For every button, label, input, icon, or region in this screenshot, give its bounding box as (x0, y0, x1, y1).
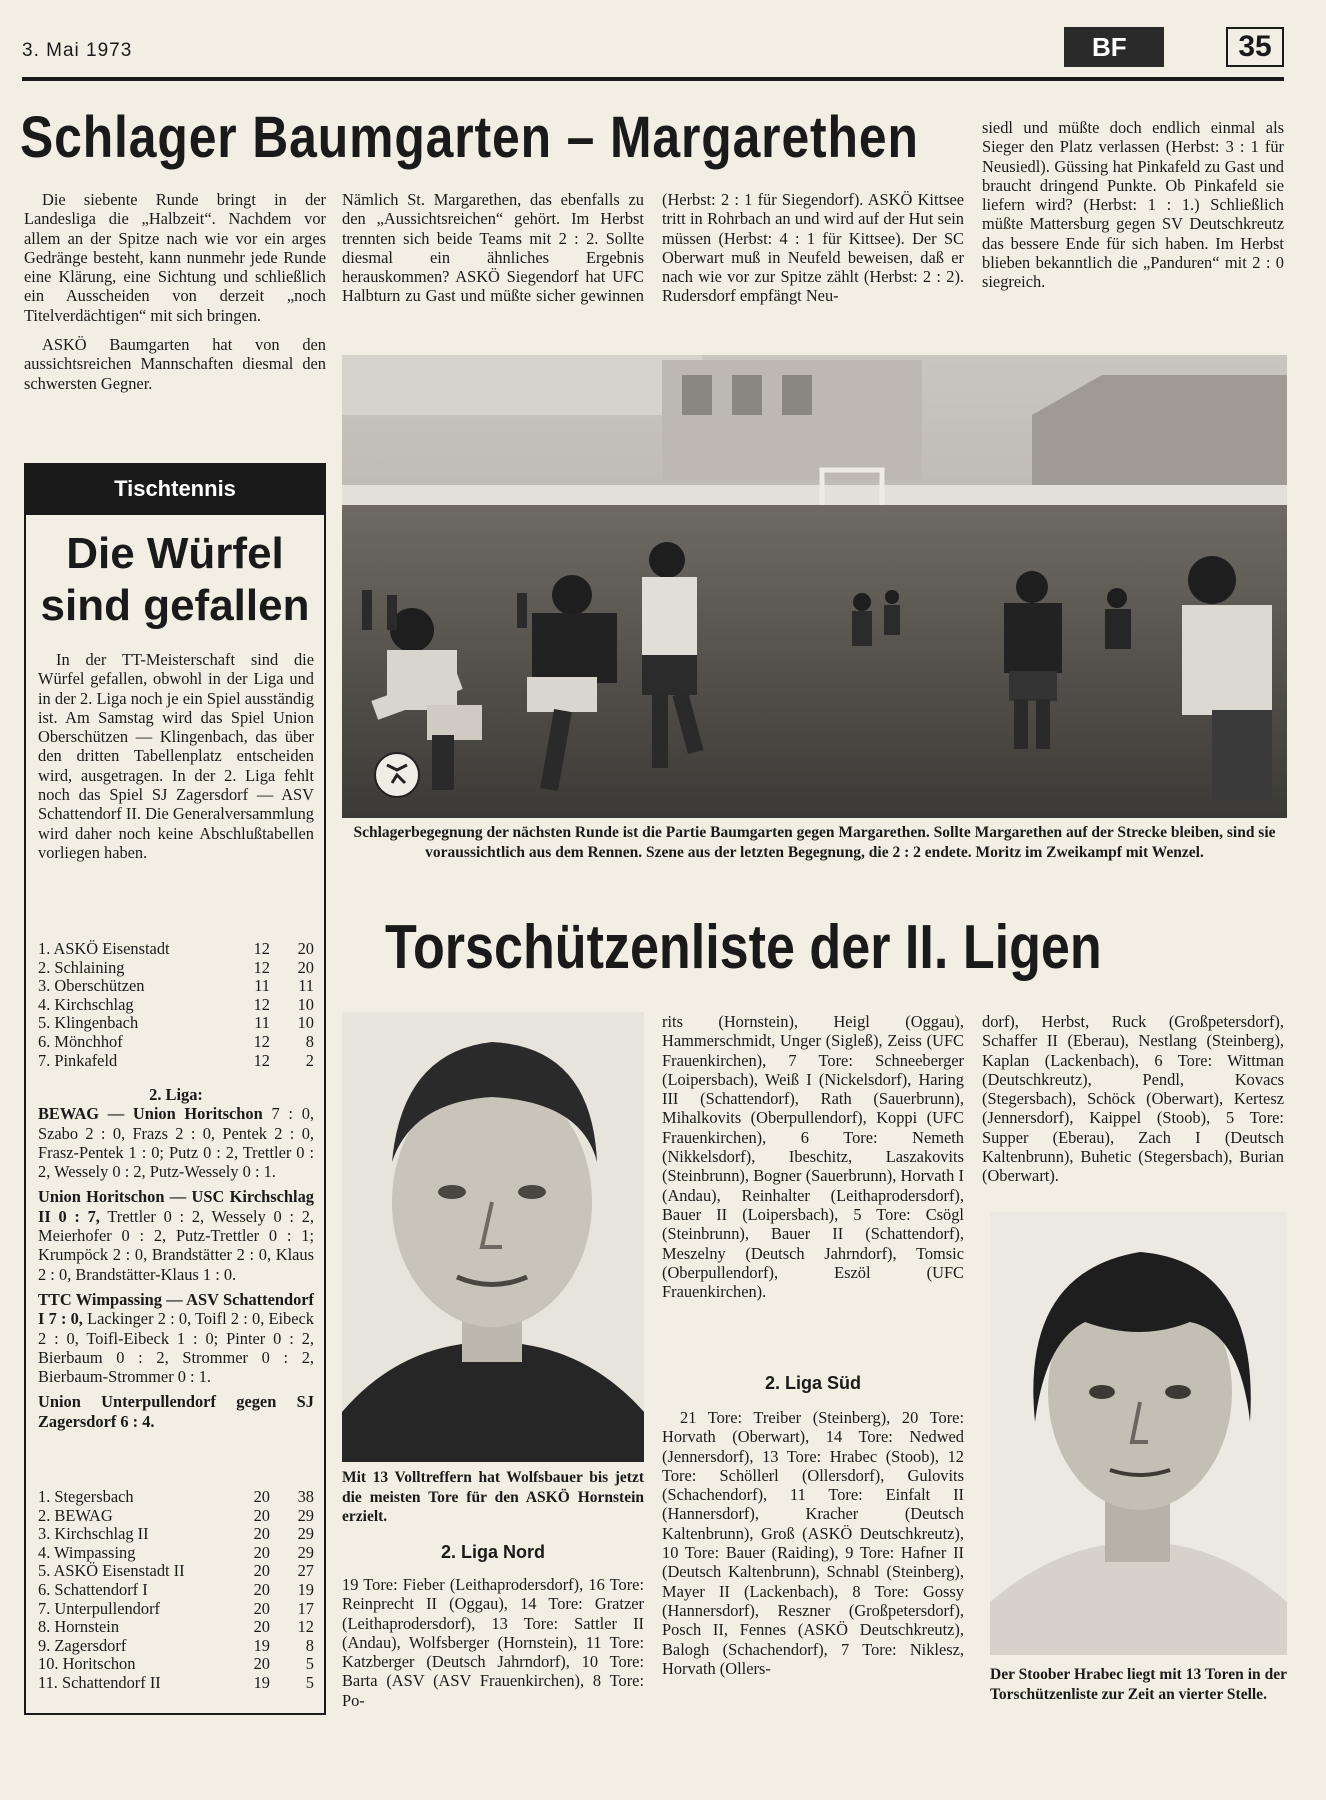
section-label: BF (1064, 27, 1164, 67)
table-row (38, 1600, 314, 1619)
table-row (38, 1507, 314, 1526)
team-name: 7. Unterpullendorf (38, 1598, 160, 1618)
liga2-heading: 2. Liga: (149, 1085, 203, 1104)
match-result: Lackinger 2 : 0, Toifl 2 : 0, Eibeck 2 : 0, Toifl-Eibeck 1 : 0; Pinter 0 : 2, Bierbaum 0 : 2, Strommer 0 : 2, Bierbaum-Strommer 0 : 1. (38, 1309, 314, 1387)
points: 19 (297, 1579, 314, 1599)
team-name: 9. Zagersdorf (38, 1635, 127, 1655)
team-name: 1. Stegersbach (38, 1487, 134, 1506)
table-row (38, 1655, 314, 1674)
article-paragraph: siedl und müßte doch endlich einmal als Sieger den Platz verlassen (Herbst: 3 : 1 für Neusiedl). Güssing hat Pinkafeld zu Gast und braucht dringend Punkte. Ob Pinkafeld sie liefern wird? (Herbst: 1 : 1.) Schließlich müßte Mattersburg gegen SV Deutschkreutz das bessere Ende für sich haben. Im Herbst blieben bekanntlich die „Panduren“ mit 2 : 0 siegreich. (982, 118, 1284, 292)
team-name: 11. Schattendorf II (38, 1672, 161, 1692)
games-played: 20 (253, 1598, 270, 1618)
games-played: 20 (253, 1505, 270, 1525)
football-match-illustration (342, 355, 1287, 818)
team-name: 8. Hornstein (38, 1617, 120, 1637)
games-played: 20 (253, 1617, 270, 1637)
team-name: 4. Wimpassing (38, 1542, 136, 1562)
liga-nord-list (342, 1575, 644, 1710)
team-name: 6. Schattendorf I (38, 1579, 148, 1599)
points: 20 (297, 957, 314, 977)
table-row (38, 996, 314, 1015)
article-headline: Schlager Baumgarten – Margarethen (20, 105, 919, 170)
table-row (38, 1618, 314, 1637)
portrait-illustration (342, 1012, 644, 1462)
team-name: 3. Oberschützen (38, 976, 145, 996)
team-name: 4. Kirchschlag (38, 994, 134, 1014)
team-name: 2. BEWAG (38, 1505, 113, 1525)
table-row (38, 1544, 314, 1563)
liga-nord-heading: 2. Liga Nord (440, 1542, 545, 1562)
league-table-1 (38, 940, 314, 1070)
scorer-list: 21 Tore: Treiber (Steinberg), 20 Tore: Horvath (Oberwart), 14 Tore: Nedwed (Jennersdorf), 13 Tore: Hrabec (Stoob), 12 Tore: Schöllerl (Ollersdorf), Gulovits (Schachendorf), 11 Tore: Einfalt II (Hannersdorf), Kracher (Deutsch Kaltenbrunn), Groß (ASKÖ Deutschkreutz), 10 Tore: Bauer (Raiding), 9 Tore: Hafner II (Deutsch Kaltenbrunn), Schnabl (Steinberg), Mayer II (Lackenbach), 8 Tore: Gossy (Hannersdorf), Reszner (Großpetersdorf), Posch II, Fennes (ASKÖ Deutschkreutz), Balogh (Schachendorf), 7 Tore: Niklesz, Horvath (Ollers- (662, 1408, 964, 1678)
points: 5 (305, 1672, 314, 1692)
page-number: 35 (1226, 27, 1284, 67)
points: 12 (297, 1617, 314, 1637)
scorer-list: dorf), Herbst, Ruck (Großpetersdorf), Schaffer II (Eberau), Nestlang (Steinberg), Kaplan (Lackenbach), 6 Tore: Wittman (Deutschkreutz), Pendl, Kovacs (Stegersbach), Schöck (Oberwart), Kertesz (Jennersdorf), Kaippel (Stoob), 5 Tore: Supper (Eberau), Zach I (Deutsch Kaltenbrunn), Buhetic (Stegersbach), Burian (Oberwart). (982, 1012, 1284, 1186)
games-played: 11 (254, 976, 270, 996)
liga-sued-heading: 2. Liga Süd (764, 1373, 861, 1393)
points: 29 (297, 1542, 314, 1562)
games-played: 20 (253, 1524, 270, 1544)
table-row (38, 940, 314, 959)
football-match-photo (342, 355, 1287, 818)
points: 8 (305, 1031, 314, 1051)
league-table-2 (38, 1488, 314, 1693)
table-row (38, 1014, 314, 1033)
games-played: 12 (253, 994, 270, 1014)
points: 29 (297, 1524, 314, 1544)
games-played: 20 (253, 1487, 270, 1506)
table-row (38, 1637, 314, 1656)
match-title: Union Horitschon — USC Kirchschlag II 0 : 7, (38, 1187, 314, 1226)
issue-date: 3. Mai 1973 (22, 40, 133, 61)
points: 8 (305, 1635, 314, 1655)
team-name: 7. Pinkafeld (38, 1050, 118, 1070)
games-played: 20 (253, 1542, 270, 1562)
sidebar-label: Tischtennis (24, 463, 326, 515)
points: 10 (297, 994, 314, 1014)
article-column-2 (342, 190, 964, 335)
games-played: 19 (253, 1672, 270, 1692)
points: 17 (297, 1598, 314, 1618)
games-played: 12 (253, 957, 270, 977)
points: 5 (305, 1654, 314, 1674)
team-name: 3. Kirchschlag II (38, 1524, 149, 1544)
sidebar-intro (38, 650, 314, 862)
games-played: 20 (253, 1561, 270, 1581)
table-row (38, 1052, 314, 1071)
match-title: Union Unterpullendorf gegen SJ Zagersdorf 6 : 4. (38, 1392, 314, 1431)
article-paragraph: Die siebente Runde bringt in der Landesliga die „Halbzeit“. Nachdem vor allem an der Spitze nach wie vor ein arges Gedränge besteht, kann nunmehr jede Runde eine Klärung, eine Sichtung und schließlich ein Ausscheiden von derzeit „noch Titelverdächtigen“ mit sich bringen. (24, 190, 326, 325)
scorer-list: rits (Hornstein), Heigl (Oggau), Hammerschmidt, Unger (Sigleß), Zeiss (UFC Frauenkirchen), 7 Tore: Schneeberger (Loipersbach), Weiß I (Nickelsdorf), Haring III (Schattendorf), Rath (Sauerbrunn), Mihalkovits (Oberpullendorf), Koppi (UFC Frauenkirchen), 6 Tore: Nemeth (Nikkelsdorf), Ibeschitz, Laszakovits (Steinbrunn), Bogner (Sauerbrunn), Horvath I (Andau), Reinhalter (Leithaprodersdorf), Bauer II (Loipersbach), 5 Tore: Csögl (Steinbrunn), Bauer II (Schattendorf), Meszelny (Deutsch Jahrndorf), Tomsic (Oberpullendorf), Eszöl (UFC Frauenkirchen). (662, 1012, 964, 1302)
team-name: 10. Horitschon (38, 1654, 136, 1674)
article-column-4 (982, 118, 1284, 292)
team-name: 1. ASKÖ Eisenstadt (38, 939, 170, 958)
portrait-caption-1: Mit 13 Volltreffern hat Wolfsbauer bis jetzt die meisten Tore für den ASKÖ Hornstein erzielt. (342, 1469, 644, 1525)
table-row (38, 959, 314, 978)
player-portrait-wolfsbauer (342, 1012, 644, 1462)
points: 11 (298, 976, 314, 996)
team-name: 5. Klingenbach (38, 1013, 139, 1033)
header-rule (22, 77, 1284, 81)
team-name: 6. Mönchhof (38, 1031, 123, 1051)
table-row (38, 1488, 314, 1507)
player-portrait-hrabec (990, 1212, 1287, 1655)
table-row (38, 1674, 314, 1693)
table-row (38, 1562, 314, 1581)
points: 38 (297, 1487, 314, 1506)
liga-sued-list (662, 1408, 964, 1678)
article-paragraph: ASKÖ Baumgarten hat von den aussichtsreichen Mannschaften diesmal den schwersten Gegner. (24, 335, 326, 393)
points: 27 (297, 1561, 314, 1581)
games-played: 12 (253, 1031, 270, 1051)
table-row (38, 1581, 314, 1600)
points: 10 (297, 1013, 314, 1033)
scorer-list: 19 Tore: Fieber (Leithaprodersdorf), 16 Tore: Reinprecht II (Oggau), 14 Tore: Gratzer (Leithaprodersdorf), 13 Tore: Sattler II (Andau), Wolfsberger (Hornstein), 11 Tore: Katzberger (Deutsch Jahrndorf), 10 Tore: Barta (ASV (ASV Frauenkirchen), 8 Tore: Po- (342, 1575, 644, 1710)
sidebar-results (38, 1085, 314, 1431)
sidebar-intro-text: In der TT-Meisterschaft sind die Würfel gefallen, obwohl in der Liga und in der 2. Liga noch je ein Spiel ausständig ist. Am Samstag wird das Spiel Union Oberschützen — Klingenbach, das über den dritten Tabellenplatz entscheiden wird, ausgetragen. In der 2. Liga fehlt noch das Spiel SJ Zagersdorf — ASV Schattendorf II. Die Generalversammlung wird daher noch keine Abschlußtabellen vorliegen haben. (38, 650, 314, 862)
article-column-1 (24, 190, 326, 393)
portrait-illustration (990, 1212, 1287, 1655)
table-row (38, 977, 314, 996)
portrait-caption-2: Der Stoober Hrabec liegt mit 13 Toren in der Torschützenliste zur Zeit an vierter Stelle. (990, 1666, 1287, 1703)
team-name: 2. Schlaining (38, 957, 125, 977)
games-played: 19 (253, 1635, 270, 1655)
games-played: 20 (253, 1654, 270, 1674)
points: 2 (305, 1050, 314, 1070)
match-result: Trettler 0 : 2, Wessely 0 : 2, Meierhofer 0 : 2, Putz-Trettler 0 : 1; Krumpöck 2 : 0, Brandstätter 2 : 0, Klaus 2 : 0, Brandstätter-Klaus 1 : 0. (38, 1206, 314, 1284)
team-name: 5. ASKÖ Eisenstadt II (38, 1561, 185, 1581)
article-paragraph: Nämlich St. Margarethen, das ebenfalls zu den „Aussichtsreichen“ gehört. Im Herbst trennten sich beide Teams mit 2 : 2. Sollte diesmal ein ähnliches Ergebnis herauskommen? ASKÖ Siegendorf hat UFC Halbturn zu Gast und müßte sicher gewinnen (Herbst: 2 : 1 für Siegendorf). ASKÖ Kittsee tritt in Rohrbach an und wird auf der Hut sein müssen (Herbst: 4 : 1 für Kittsee). Der SC Oberwart muß in Neufeld beweisen, daß er nach wie vor zur Spitze zählt (Herbst: 2 : 2). Rudersdorf empfängt Neu- (342, 190, 964, 306)
table-row (38, 1033, 314, 1052)
article-headline-2: Torschützenliste der II. Ligen (385, 913, 1102, 982)
match-title: TTC Wimpassing — ASV Schattendorf I 7 : 0, (38, 1289, 314, 1329)
scorer-column-4 (982, 1012, 1284, 1186)
sidebar-title: Die Würfel sind gefallen (40, 529, 310, 630)
games-played: 12 (253, 939, 270, 958)
scorer-column-3 (662, 1012, 964, 1301)
games-played: 12 (253, 1050, 270, 1070)
points: 20 (297, 939, 314, 958)
match-title: BEWAG — Union Horitschon (38, 1104, 263, 1124)
match-result: 7 : 0, Szabo 2 : 0, Frazs 2 : 0, Pentek 2 : 0, Frasz-Pentek 1 : 0; Putz 0 : 2, Trettler 0 : 2, Wessely 0 : 2, Putz-Wessely 0 : 1. (38, 1104, 314, 1182)
points: 29 (297, 1505, 314, 1525)
table-row (38, 1525, 314, 1544)
games-played: 11 (254, 1013, 270, 1033)
photo-caption: Schlagerbegegnung der nächsten Runde ist die Partie Baumgarten gegen Margarethen. Sollte Margarethen auf der Strecke bleiben, sind sie voraussichtlich aus dem Rennen. Szene aus der letzten Begegnung, die 2 : 2 endete. Moritz im Zweikampf mit Wenzel. (353, 824, 1276, 861)
games-played: 20 (253, 1579, 270, 1599)
